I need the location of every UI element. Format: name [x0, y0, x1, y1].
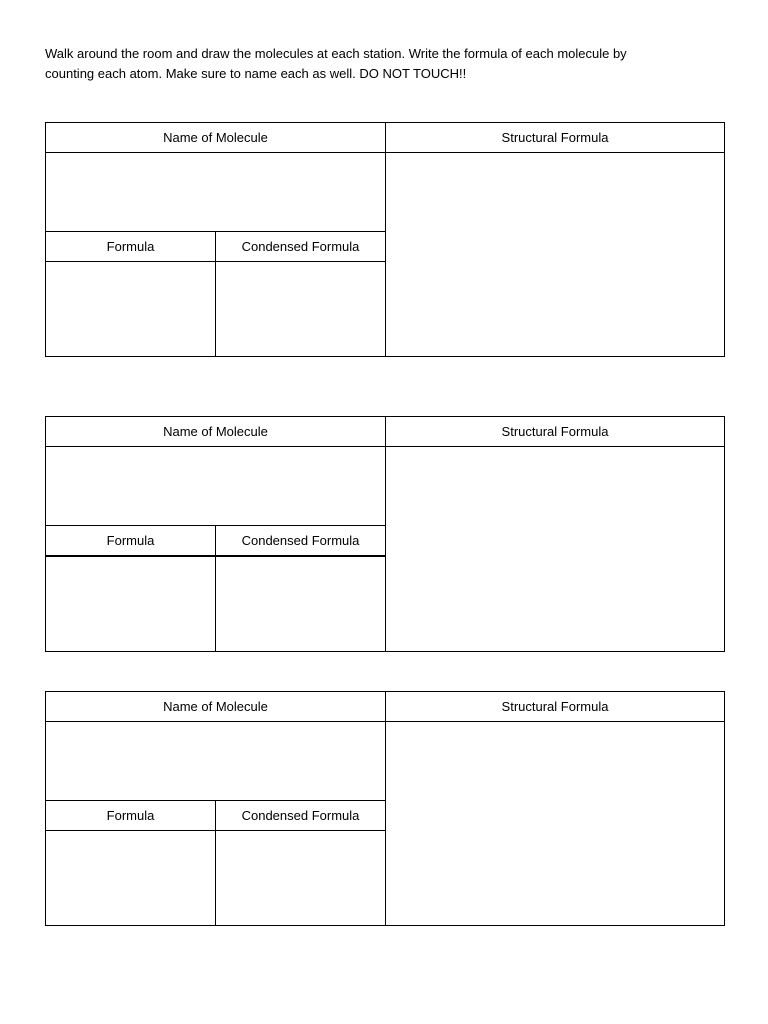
condensed-formula-header: Condensed Formula	[216, 801, 386, 831]
station-table-2	[45, 416, 725, 652]
condensed-formula-header: Condensed Formula	[216, 232, 386, 262]
name-of-molecule-field[interactable]	[46, 153, 386, 232]
name-of-molecule-header: Name of Molecule	[46, 417, 386, 447]
condensed-formula-field[interactable]	[216, 556, 386, 652]
condensed-formula-header: Condensed Formula	[216, 526, 386, 557]
structural-formula-header: Structural Formula	[386, 417, 725, 447]
formula-header: Formula	[46, 801, 216, 831]
instructions-line-1: Walk around the room and draw the molecules at each station. Write the formula of each molecule by	[45, 46, 627, 61]
formula-field[interactable]	[46, 831, 216, 926]
structural-formula-header: Structural Formula	[386, 123, 725, 153]
station-table-3	[45, 691, 725, 926]
condensed-formula-field[interactable]	[216, 262, 386, 357]
formula-field[interactable]	[46, 262, 216, 357]
instructions-line-2: counting each atom. Make sure to name each as well. DO NOT TOUCH!!	[45, 66, 467, 81]
structural-formula-field[interactable]	[386, 447, 725, 652]
structural-formula-field[interactable]	[386, 722, 725, 926]
condensed-formula-field[interactable]	[216, 831, 386, 926]
formula-header: Formula	[46, 526, 216, 557]
name-of-molecule-header: Name of Molecule	[46, 123, 386, 153]
name-of-molecule-field[interactable]	[46, 447, 386, 526]
formula-header: Formula	[46, 232, 216, 262]
structural-formula-field[interactable]	[386, 153, 725, 357]
formula-field[interactable]	[46, 556, 216, 652]
structural-formula-header: Structural Formula	[386, 692, 725, 722]
name-of-molecule-field[interactable]	[46, 722, 386, 801]
name-of-molecule-header: Name of Molecule	[46, 692, 386, 722]
station-table-1	[45, 122, 725, 357]
instructions	[45, 44, 705, 84]
